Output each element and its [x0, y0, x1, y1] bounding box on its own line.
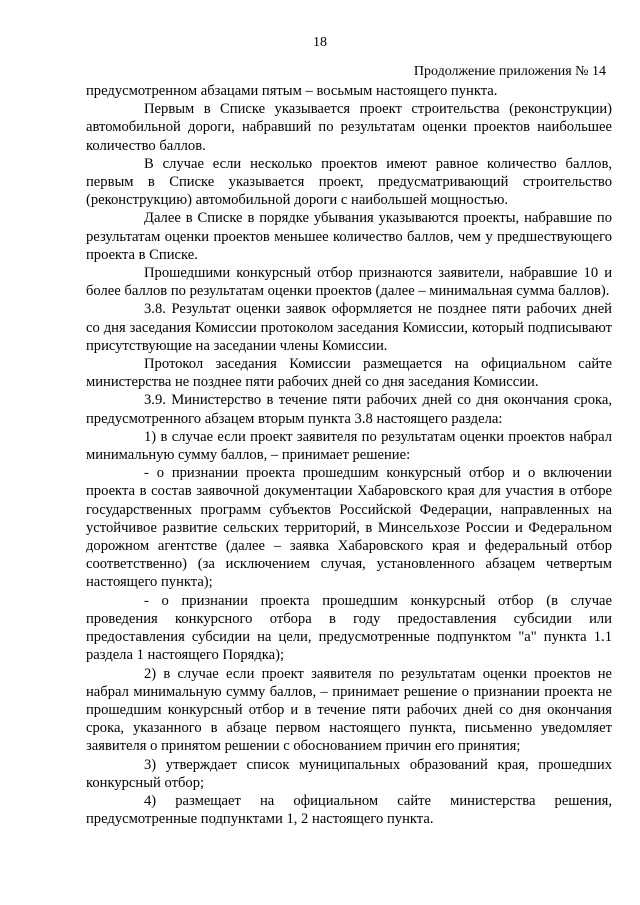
paragraph: предусмотренном абзацами пятым – восьмым настоящего пункта.: [86, 83, 498, 99]
document-body: [86, 82, 612, 828]
paragraph: 1) в случае если проект заявителя по результатам оценки проектов набрал минимальную сумму баллов, – принимает решение:: [86, 428, 612, 464]
paragraph: Далее в Списке в порядке убывания указываются проекты, набравшие по результатам оценки проектов меньшее количество баллов, чем у предшествующего проекта в Списке.: [86, 210, 612, 263]
paragraph: Первым в Списке указывается проект строительства (реконструкции) автомобильной дороги, набравший по результатам оценки проектов наибольшее количество баллов.: [86, 101, 612, 154]
paragraph: 2) в случае если проект заявителя по результатам оценки проектов не набрал минимальную сумму баллов, – принимает решение о признании проекта не прошедшим конкурсный отбор и в течение пяти рабочих дней со дня окончания срока, указанного в абзаце первом настоящего пункта, письменно уведомляет заявителя о принятом решении с обоснованием причин его принятия;: [86, 665, 612, 755]
paragraph: 4) размещает на официальном сайте министерства решения, предусмотренные подпунктами 1, 2 настоящего пункта.: [86, 792, 612, 828]
paragraph: - о признании проекта прошедшим конкурсный отбор (в случае проведения конкурсного отбора в году предоставления субсидии или предоставления субсидии на цели, предусмотренные подпунктом "а" пункта 1.1 раздела 1 настоящего Порядка);: [86, 592, 612, 664]
appendix-note: Продолжение приложения № 14: [413, 64, 606, 79]
paragraph: 3.8. Результат оценки заявок оформляется не позднее пяти рабочих дней со дня заседания Комиссии протоколом заседания Комиссии, который подписывают присутствующие на заседании члены Комиссии.: [86, 301, 612, 354]
page-number: 18: [313, 35, 327, 50]
paragraph: 3.9. Министерство в течение пяти рабочих дней со дня окончания срока, предусмотренного абзацем вторым пункта 3.8 настоящего раздела:: [86, 392, 612, 427]
paragraph: Прошедшими конкурсный отбор признаются заявители, набравшие 10 и более баллов по результатам оценки проектов (далее – минимальная сумма баллов).: [86, 265, 612, 300]
paragraph: 3) утверждает список муниципальных образований края, прошедших конкурсный отбор;: [86, 756, 612, 791]
paragraph: В случае если несколько проектов имеют равное количество баллов, первым в Списке указывается проект, предусматривающий строительство (реконструкцию) автомобильной дороги с наибольшей мощностью.: [86, 155, 612, 209]
paragraph: - о признании проекта прошедшим конкурсный отбор и о включении проекта в состав заявочной документации Хабаровского края для участия в отборе государственных программ субъектов Российской Федерации, направленных на устойчивое развитие сельских территорий, в Минсельхозе России и Федеральном дорожном агентстве (далее – заявка Хабаровского края и федеральный отбор соответственно) (за исключением случая, установленного абзацем четвертым настоящего пункта);: [86, 465, 612, 591]
paragraph: Протокол заседания Комиссии размещается на официальном сайте министерства не позднее пяти рабочих дней со дня заседания Комиссии.: [86, 356, 612, 391]
